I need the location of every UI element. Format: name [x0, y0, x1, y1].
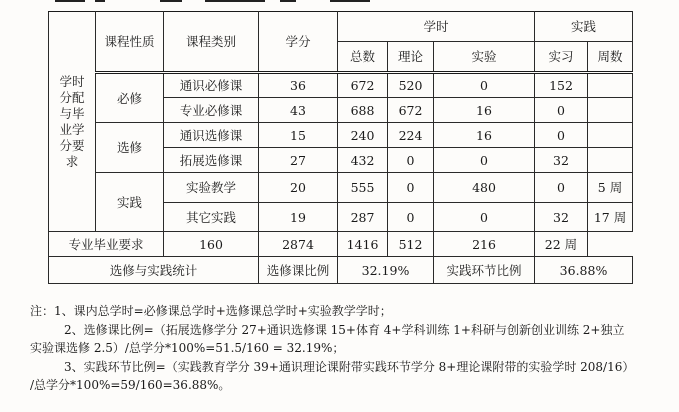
cell-theory: 520: [388, 73, 434, 98]
cell-theory: 0: [388, 173, 434, 203]
group-label: 必修: [96, 73, 164, 123]
cell-experiment: 16: [434, 123, 535, 148]
cell-internship: 0: [535, 123, 588, 148]
elective-ratio-value: 32.19%: [338, 257, 434, 284]
header-theory: 理论: [388, 42, 434, 73]
graduation-row: [49, 232, 633, 257]
cell-theory: 224: [388, 123, 434, 148]
graduation-label: 专业毕业要求: [49, 232, 164, 257]
header-internship: 实习: [535, 42, 588, 73]
cell-internship: 32: [535, 148, 588, 173]
cell-credits: 27: [259, 148, 338, 173]
cell-internship: 152: [535, 73, 588, 98]
cell-credits: 43: [259, 98, 338, 123]
cell-total: 240: [338, 123, 388, 148]
table-row: [49, 123, 633, 148]
cell-total: 287: [338, 203, 388, 232]
group-label: 选修: [96, 123, 164, 173]
header-credits: 学分: [259, 12, 338, 73]
cell-total: 555: [338, 173, 388, 203]
note-line: 2、选修课比例=（拓展选修学分 27+通识选修课 15+体育 4+学科训练 1+科研与创新创业训练 2+独立: [64, 322, 625, 337]
cell-weeks: 22 周: [535, 232, 588, 257]
cell-category: 专业必修课: [164, 98, 259, 123]
cell-credits: 19: [259, 203, 338, 232]
header-total: 总数: [338, 42, 388, 73]
cropped-text-strip: [0, 0, 679, 6]
cell-category: 其它实践: [164, 203, 259, 232]
cell-weeks: [588, 148, 633, 173]
note-line: 实验课选修 2.5）/总学分*100%=51.5/160 = 32.19%；: [30, 341, 345, 355]
cell-total: 2874: [259, 232, 338, 257]
header-experiment: 实验: [434, 42, 535, 73]
cell-total: 432: [338, 148, 388, 173]
note-line: 3、实践环节比例=（实践教育学分 39+通识理论课附带实践环节学分 8+理论课附带的实验学时 208/16）: [64, 359, 635, 374]
header-hours: 学时: [338, 12, 535, 42]
cell-internship: 216: [434, 232, 535, 257]
table-row: [49, 73, 633, 98]
header-practice: 实践: [535, 12, 633, 42]
cell-credits: 15: [259, 123, 338, 148]
header-course-category: 课程类别: [164, 12, 259, 73]
cell-weeks: [588, 123, 633, 148]
header-course-nature: 课程性质: [96, 12, 164, 73]
cell-theory: 672: [388, 98, 434, 123]
cell-theory: 0: [388, 148, 434, 173]
cell-category: 实验教学: [164, 173, 259, 203]
cell-experiment: 512: [388, 232, 434, 257]
cell-experiment: 16: [434, 98, 535, 123]
cell-experiment: 0: [434, 73, 535, 98]
practice-ratio-label: 实践环节比例: [434, 257, 535, 284]
cell-theory: 1416: [338, 232, 388, 257]
stats-label: 选修与实践统计: [49, 257, 259, 284]
cell-category: 拓展选修课: [164, 148, 259, 173]
cell-experiment: 0: [434, 148, 535, 173]
credit-hours-table: [48, 11, 633, 284]
table-row: [49, 173, 633, 203]
cell-credits: 36: [259, 73, 338, 98]
cell-credits: 20: [259, 173, 338, 203]
cell-category: 通识必修课: [164, 73, 259, 98]
note-line: /总学分*100%=59/160=36.88%。: [30, 378, 231, 392]
group-label: 实践: [96, 173, 164, 232]
side-label: 学时 分配 与毕 业学 分要 求: [49, 12, 96, 232]
practice-ratio-value: 36.88%: [535, 257, 633, 284]
cell-experiment: 0: [434, 203, 535, 232]
cell-weeks: [588, 73, 633, 98]
cell-category: 通识选修课: [164, 123, 259, 148]
cell-credits: 160: [164, 232, 259, 257]
cell-weeks: [588, 98, 633, 123]
cell-theory: 0: [388, 203, 434, 232]
note-line: 注：1、课内总学时=必修课总学时+选修课总学时+实验教学学时；: [30, 304, 392, 318]
cell-total: 672: [338, 73, 388, 98]
cell-internship: 32: [535, 203, 588, 232]
cell-weeks: 17 周: [588, 203, 633, 232]
stats-row: [49, 257, 633, 284]
cell-total: 688: [338, 98, 388, 123]
cell-internship: 0: [535, 173, 588, 203]
elective-ratio-label: 选修课比例: [259, 257, 338, 284]
header-weeks: 周数: [588, 42, 633, 73]
notes-block: [30, 302, 670, 395]
cell-internship: 0: [535, 98, 588, 123]
cell-experiment: 480: [434, 173, 535, 203]
cell-weeks: 5 周: [588, 173, 633, 203]
